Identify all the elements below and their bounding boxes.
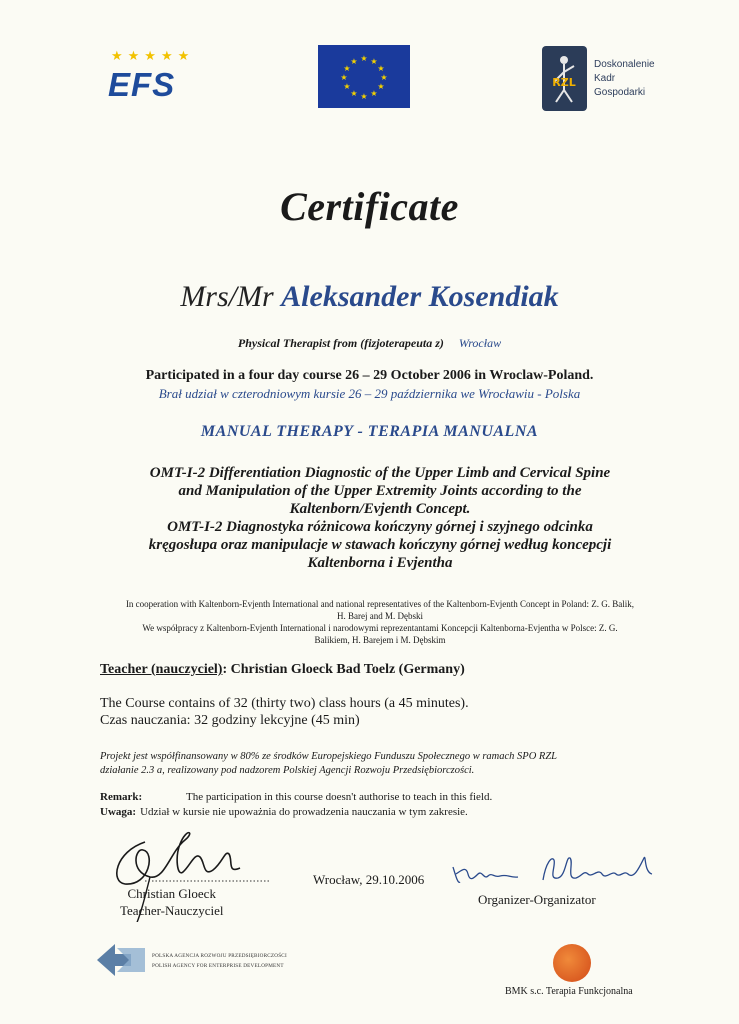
teacher-sig-name: Christian Gloeck (127, 886, 216, 901)
teacher-signature-caption (120, 885, 223, 919)
course-description (100, 464, 660, 572)
course-desc-line: OMT-I-2 Diagnostyka różnicowa kończyny górnej i szyjnego odcinka (167, 519, 593, 535)
dkg-logo-mark: RZL (552, 76, 576, 89)
parp-logo-text (152, 951, 287, 971)
course-desc-line: Kaltenborna i Evjentha (307, 555, 453, 571)
name-prefix: Mrs/Mr (180, 280, 274, 313)
uwaga-text: Udział w kursie nie upoważnia do prowadzenia nauczania w tym zakresie. (140, 806, 468, 818)
hours-en: The Course contains of 32 (thirty two) class hours (a 45 minutes). (100, 696, 469, 711)
profession: Physical Therapist from (fizjoterapeuta z) (237, 336, 444, 350)
uwaga-label: Uwaga: (100, 806, 137, 818)
place-date: Wrocław, 29.10.2006 (313, 872, 425, 887)
course-hours (100, 695, 469, 729)
course-name: MANUAL THERAPY - TERAPIA MANUALNA (200, 423, 539, 440)
project-line: działanie 2.3 a, realizowany pod nadzorem Polskiej Agencji Rozwoju Przedsiębiorczości. (100, 765, 475, 776)
efs-logo-text: EFS (108, 66, 176, 103)
svg-text:★: ★ (380, 73, 388, 82)
dkg-logo-icon (542, 46, 587, 111)
city: Wrocław (458, 336, 502, 350)
teacher-line (100, 662, 465, 678)
organizer-signature-icon (448, 852, 663, 892)
recipient-name: Aleksander Kosendiak (281, 280, 559, 313)
dkg-logo-text (594, 58, 655, 100)
participation-pl: Brał udział w czterodniowym kursie 26 – 29 października we Wrocławiu - Polska (158, 386, 581, 401)
project-note (100, 750, 670, 778)
agency-line: POLISH AGENCY FOR ENTERPRISE DEVELOPMENT (152, 963, 284, 969)
svg-text:★: ★ (343, 64, 351, 73)
svg-text:★: ★ (350, 57, 358, 66)
teacher-value: : Christian Gloeck Bad Toelz (Germany) (222, 662, 465, 677)
svg-text:★: ★ (360, 92, 368, 101)
course-desc-line: OMT-I-2 Differentiation Diagnostic of the Upper Limb and Cervical Spine (149, 465, 611, 481)
cooperation-line: In cooperation with Kaltenborn-Evjenth International and national representatives of the Kaltenborn-Evjenth Concept in Poland: Z. G. Balik, (125, 599, 635, 609)
parp-logo-icon (97, 940, 147, 980)
svg-text:★: ★ (370, 89, 378, 98)
remark-block (100, 790, 492, 820)
efs-stars-icon: ★★★★★ (111, 48, 195, 63)
hours-pl: Czas nauczania: 32 godziny lekcyjne (45 min) (100, 713, 360, 728)
svg-text:★: ★ (370, 57, 378, 66)
efs-logo (105, 48, 205, 110)
participation-en: Participated in a four day course 26 – 29 October 2006 in Wroclaw-Poland. (145, 368, 594, 383)
course-desc-line: kręgosłupa oraz manipulacje w stawach kończyny górnej według koncepcji (148, 537, 612, 553)
cooperation-line: Balikiem, H. Barejem i M. Dębskim (314, 635, 446, 645)
agency-line: POLSKA AGENCJA ROZWOJU PRZEDSIĘBIORCZOŚCI (152, 953, 287, 959)
dkg-text-line: Gospodarki (594, 87, 646, 98)
remark-label: Remark: (100, 791, 143, 803)
svg-text:★: ★ (340, 73, 348, 82)
svg-text:★: ★ (350, 89, 358, 98)
course-desc-line: Kaltenborn/Evjenth Concept. (289, 501, 471, 517)
svg-text:★: ★ (377, 64, 385, 73)
bmk-caption: BMK s.c. Terapia Funkcjonalna (505, 986, 633, 997)
svg-text:★: ★ (377, 82, 385, 91)
cooperation-note (95, 598, 665, 646)
bmk-logo-icon (553, 944, 591, 982)
teacher-sig-role: Teacher-Nauczyciel (120, 903, 224, 918)
project-line: Projekt jest współfinansowany w 80% ze środków Europejskiego Funduszu Społecznego w ramach SPO RZL (100, 751, 558, 762)
eu-flag-icon (318, 45, 410, 108)
organizer-caption: Organizer-Organizator (478, 892, 596, 907)
course-desc-line: and Manipulation of the Upper Extremity Joints according to the (178, 483, 582, 499)
remark-text: The participation in this course doesn't authorise to teach in this field. (186, 791, 493, 803)
cooperation-line: H. Barej and M. Dębski (337, 611, 423, 621)
dkg-text-line: Doskonalenie (594, 59, 655, 70)
teacher-label: Teacher (nauczyciel) (100, 662, 223, 677)
svg-text:★: ★ (360, 54, 368, 63)
dkg-text-line: Kadr (594, 73, 616, 84)
recipient-line (0, 280, 739, 314)
svg-text:★: ★ (343, 82, 351, 91)
profession-line (0, 336, 739, 351)
cooperation-line: We współpracy z Kaltenborn-Evjenth International i narodowymi reprezentantami Koncepcji Kaltenborna-Evjentha w Polsce: Z. G. (142, 623, 618, 633)
certificate-title: Certificate (280, 184, 459, 229)
